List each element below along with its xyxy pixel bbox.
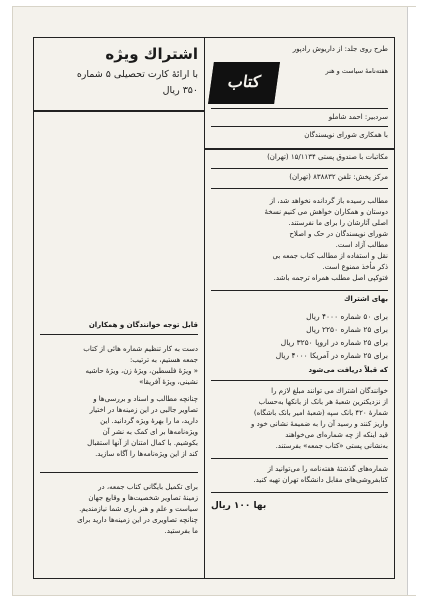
instructions-rule — [211, 380, 388, 381]
subscription-instruction-line: قید اینکه از چه شماره‌ای می‌خواهند — [285, 431, 388, 439]
subscription-instruction-line: به‌نشانی پستی «كتاب جمعه» بفرستند. — [275, 442, 388, 450]
subscription-price-row: برای ۲۵ شماره در آمریکا ۴۰۰۰ ریال — [275, 351, 388, 360]
magazine-logo: كتاب جمعه — [208, 62, 280, 104]
left-divider-bottom — [40, 472, 198, 473]
right-column — [205, 38, 394, 578]
readers-note-heading: قابل توجه خوانندگان و همکاران — [88, 321, 198, 329]
magazine-page — [12, 6, 416, 596]
issue-price: بها ۱۰۰ ریال — [211, 501, 267, 511]
subscription-instruction-line: شمارهٔ ۴۲۰ بانک سپه (شعبهٔ امیر بانک باشگاه) — [253, 409, 388, 417]
subscription-instruction-line: از نزدیکترین شعبهٔ هر بانک از بانکها به‌حساب — [258, 398, 388, 406]
back-issues-line: شماره‌های گذشتهٔ هفته‌نامه را می‌توانید از — [267, 465, 388, 473]
readers-note-para3-line: سیاست و علم و هنر یاری شما نیازمندیم. — [79, 505, 198, 513]
cover-design-credit: طرح روی جلد: از داریوش رادپور — [292, 45, 388, 53]
readers-note-para3-line: چنانچه تصاویری در این زمینه‌ها دارید برای — [77, 516, 198, 524]
price-rule — [211, 492, 388, 493]
contact-rule-top — [205, 148, 394, 150]
back-issues-rule — [211, 458, 388, 459]
readers-note-para2-line: بکوشیم. با کمال امتنان از آنها استقبال — [87, 439, 198, 447]
policy-line: فتوکپی اصل مطلب همراه ترجمه باشد. — [273, 274, 388, 282]
policy-line: مطالب آزاد است. — [335, 241, 388, 249]
readers-note-para1-line: دست به کار تنظیم شماره هائی از کتاب — [83, 345, 198, 353]
masthead-rule — [211, 108, 388, 109]
special-subscription-price: ۳۵۰ ریال — [162, 85, 198, 96]
readers-note-para1-line: جمعه هستیم، به ترتیب: — [129, 356, 198, 364]
collaboration-credit: با همكاری شورای نویسندگان — [304, 131, 388, 139]
readers-note-para3-line: زمینهٔ تصاویر شخصیت‌ها و وقایع جهان — [88, 494, 198, 502]
policy-line: ذکر مأخذ ممنوع است. — [322, 263, 388, 271]
readers-note-para2-line: ویژه‌نامه‌ها بر ای کمک به نشر آن — [102, 428, 198, 436]
subscription-price-row: برای ۲۵ شماره ۲۲۵۰ ریال — [306, 325, 388, 334]
contact-rule-middle — [211, 168, 388, 169]
distribution-center: مرکز پخش: تلفن ۸۳۸۸۳۲ (تهران) — [289, 173, 388, 181]
subscription-rule — [211, 290, 388, 291]
magazine-tagline: هفته‌نامهٔ سیاست و هنر — [325, 67, 388, 75]
policy-line: مطالب رسیده باز گردانده نخواهد شد، از — [269, 197, 388, 205]
left-column — [34, 38, 204, 578]
policy-line: نقل و استفاده از مطالب کتاب جمعه بی — [272, 252, 388, 260]
readers-note-para1-line: « ویژهٔ فلسطین، ویژهٔ زن، ویژهٔ حاشیه — [85, 367, 198, 375]
subscription-price-row: برای ۵۰ شماره ۴۰۰۰ ریال — [306, 312, 388, 321]
editor-credit: سردبیر: احمد شاملو — [328, 113, 388, 121]
contact-rule-bottom — [211, 188, 388, 189]
subscription-heading: بهای اشتراك — [343, 295, 388, 303]
subscription-note: كه قبلاً دریافت می‌شود — [308, 366, 388, 374]
subscription-instruction-line: خوانندگان اشتراك می توانند مبلغ لازم را — [271, 387, 388, 395]
editor-rule — [211, 126, 388, 127]
readers-note-para3-line: برای تکمیل بایگانی کتاب جمعه، در — [98, 483, 198, 491]
readers-note-para3-line: ما بفرستید. — [164, 527, 198, 535]
left-divider-top — [34, 110, 204, 112]
policy-line: اصلی آثارشان را برای ما نفرستند. — [288, 219, 388, 227]
back-issues-line: کتابفروشی‌های مقابل دانشگاه تهران تهیه کنید. — [253, 476, 388, 484]
readers-note-para2-line: چنانچه مطالب و اسناد و بررسی‌ها و — [93, 395, 198, 403]
special-subscription-title: اشتراك ویژه — [105, 45, 198, 63]
colophon-frame — [33, 37, 395, 579]
special-subscription-condition: با ارائهٔ کارت تحصیلی ۵ شماره — [76, 69, 198, 80]
subscription-instruction-line: واریز کنند و رسید آن را به ضمیمهٔ نشانی خود و — [251, 420, 388, 428]
policy-line: شورای نویسندگان در حک و اصلاح — [289, 230, 388, 238]
policy-line: دوستان و همکاران خواهش می کنیم نسخهٔ — [264, 208, 388, 216]
readers-note-rule — [40, 334, 198, 335]
readers-note-para1-line: نشینی، ویژهٔ آفریقا» — [139, 378, 198, 386]
readers-note-para2-line: تصاویر جالبی در این زمینه‌ها در اختیار — [89, 406, 198, 414]
po-box: مکاتبات با صندوق پستی ۱۵/۱۱۳۴ (تهران) — [267, 153, 388, 161]
readers-note-para2-line: كند از این ویژه‌نامه‌ها را آگاه سازید. — [95, 450, 198, 458]
subscription-price-row: برای ۲۵ شماره در اروپا ۳۲۵۰ ریال — [280, 338, 388, 347]
readers-note-para2-line: دارید، ما را بهرهٔ ویژه گردانید. این — [100, 417, 198, 425]
page-edge — [407, 7, 416, 595]
